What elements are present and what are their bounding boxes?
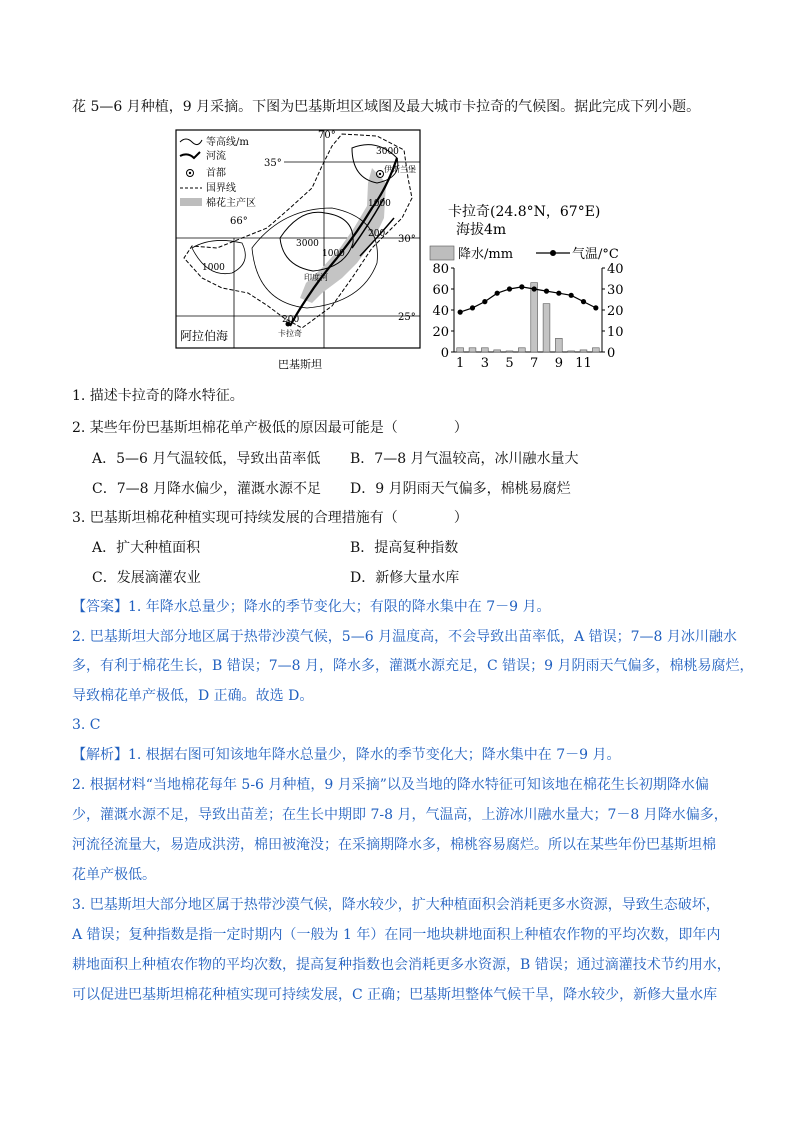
x-tick-label: 11 <box>575 356 592 371</box>
q2-option-c: C．7—8 月降水偏少，灌溉水源不足 <box>92 481 321 497</box>
question-3-stem <box>72 508 468 528</box>
precip-bar <box>481 348 488 352</box>
legend-label: 河流 <box>206 151 226 162</box>
x-tick-label: 9 <box>554 356 563 371</box>
precip-bar <box>580 350 587 352</box>
q3-option-b: B．提高复种指数 <box>350 540 459 556</box>
legend-label: 等高线/m <box>206 137 249 148</box>
city-label: 卡拉奇 <box>278 329 302 338</box>
analysis-line: 【解析】1. 根据右图可知该地年降水总量少，降水的季节变化大；降水集中在 7－9 月。 <box>72 747 621 763</box>
analysis-line: 少，灌溉水源不足，导致出苗差；在生长中期即 7-8 月，气温高，上游冰川融水量大；7－8 月降水偏多， <box>72 807 728 823</box>
analysis-line: 耕地面积上种植农作物的平均次数，提高复种指数也会消耗更多水资源，B 错误；通过滴灌技术节约用水， <box>72 957 731 973</box>
answer-2-line3: 导致棉花单产极低，D 正确。故选 D。 <box>72 688 314 704</box>
map-caption: 巴基斯坦 <box>278 358 322 371</box>
y-right-tick-label: 20 <box>607 304 624 319</box>
temperature-line <box>460 287 596 312</box>
q2-option-a: A．5—6 月气温较低，导致出苗率低 <box>92 451 321 467</box>
precip-bar <box>518 348 525 352</box>
sea-label: 阿拉伯海 <box>180 329 229 343</box>
q2-option-b: B．7—8 月气温较高，冰川融水量大 <box>350 451 579 467</box>
legend-label: 国界线 <box>206 183 236 194</box>
y-right-tick-label: 40 <box>607 262 624 277</box>
q3-option-a: A．扩大种植面积 <box>92 540 201 556</box>
x-tick-label: 3 <box>480 356 489 371</box>
question-2-stem-a: 2. 某些年份巴基斯坦棉花单产极低的原因最可能是（ <box>72 420 398 436</box>
lat-label: 25° <box>398 312 416 323</box>
contour-label: 200 <box>282 315 300 325</box>
temperature-point <box>519 284 524 289</box>
question-2-stem <box>72 418 468 438</box>
contour-label: 200 <box>368 229 386 239</box>
precip-bar <box>457 348 464 352</box>
capital-label: 伊斯兰堡 <box>384 165 416 174</box>
y-right-tick-label: 10 <box>607 325 624 340</box>
chart-title: 卡拉奇(24.8°N，67°E) <box>448 204 601 220</box>
x-tick-label: 5 <box>505 356 514 371</box>
lon-label: 70° <box>318 130 336 141</box>
precip-bar <box>543 304 550 352</box>
answer-2-line1: 2. 巴基斯坦大部分地区属于热带沙漠气候，5—6 月温度高，不会导致出苗率低，A 错误；7—8 月冰川融水 <box>72 629 737 645</box>
x-tick-label: 7 <box>530 356 539 371</box>
question-3-stem-a: 3. 巴基斯坦棉花种植实现可持续发展的合理措施有（ <box>72 510 398 526</box>
y-right-tick-label: 0 <box>607 346 616 361</box>
question-1: 1. 描述卡拉奇的降水特征。 <box>72 388 244 404</box>
analysis-line: 可以促进巴基斯坦棉花种植实现可持续发展，C 正确；巴基斯坦整体气候干旱，降水较少，新修大量水库 <box>72 987 718 1003</box>
legend-label: 首都 <box>206 168 226 179</box>
temperature-point <box>593 305 598 310</box>
lat-label: 30° <box>398 234 416 245</box>
temperature-point <box>482 299 487 304</box>
answer-2-line2: 多，有利于棉花生长，B 错误；7—8 月，降水多，灌溉水源充足，C 错误；9 月阴雨天气偏多，棉桃易腐烂， <box>72 658 754 674</box>
temperature-point <box>495 291 500 296</box>
temperature-point <box>544 289 549 294</box>
precip-bar <box>494 350 501 352</box>
lon-label: 66° <box>230 216 248 227</box>
intro-text: 花 5—6 月种植，9 月采摘。下图为巴基斯坦区域图及最大城市卡拉奇的气候图。据此完成下列小题。 <box>72 99 701 115</box>
chart-subtitle: 海拔4m <box>456 222 507 238</box>
precip-bar <box>568 351 575 352</box>
lat-label: 35° <box>264 158 282 169</box>
question-3-stem-b: ） <box>453 510 468 526</box>
q3-option-d: D．新修大量水库 <box>350 570 460 586</box>
temperature-point <box>532 286 537 291</box>
analysis-line: A 错误；复种指数是指一定时期内（一般为 1 年）在同一地块耕地面积上种植农作物的平均次数，即年内 <box>72 927 721 943</box>
y-left-tick-label: 40 <box>432 304 449 319</box>
answer-3: 3. C <box>72 717 101 733</box>
precip-bar <box>592 348 599 352</box>
precip-bar <box>531 283 538 352</box>
answer-1: 【答案】1. 年降水总量少；降水的季节变化大；有限的降水集中在 7－9 月。 <box>72 599 551 615</box>
precip-bar <box>469 348 476 352</box>
x-tick-label: 1 <box>456 356 465 371</box>
analysis-line: 河流径流量大，易造成洪涝，棉田被淹没；在采摘期降水多，棉桃容易腐烂。所以在某些年份巴基斯坦棉 <box>72 837 716 853</box>
temperature-point <box>569 293 574 298</box>
temperature-point <box>581 299 586 304</box>
temperature-point <box>507 286 512 291</box>
climate-chart <box>420 200 630 372</box>
precip-bar <box>506 351 513 352</box>
y-right-tick-label: 30 <box>607 283 624 298</box>
contour-label: 3000 <box>296 239 319 249</box>
analysis-line: 2. 根据材料“当地棉花每年 5-6 月种植，9 月采摘”以及当地的降水特征可知该地在棉花生长初期降水偏 <box>72 777 709 793</box>
precip-legend-icon <box>430 246 454 260</box>
analysis-line: 花单产极低。 <box>72 867 156 883</box>
contour-label: 1000 <box>368 199 391 209</box>
contour-label: 1000 <box>202 263 225 273</box>
contour-label: 3000 <box>376 147 399 157</box>
precip-bar <box>555 338 562 352</box>
legend-label-precip: 降水/mm <box>458 247 514 262</box>
pakistan-map <box>172 128 424 374</box>
temperature-point <box>470 305 475 310</box>
river-label: 印度河 <box>304 273 328 282</box>
legend-label: 棉花主产区 <box>206 198 256 209</box>
q3-option-c: C．发展滴灌农业 <box>92 570 201 586</box>
y-left-tick-label: 0 <box>440 346 449 361</box>
y-left-tick-label: 60 <box>432 283 449 298</box>
analysis-line: 3. 巴基斯坦大部分地区属于热带沙漠气候，降水较少，扩大种植面积会消耗更多水资源，导致生态破坏， <box>72 897 720 913</box>
temperature-point <box>458 310 463 315</box>
y-left-tick-label: 20 <box>432 325 449 340</box>
temperature-point <box>556 291 561 296</box>
q2-option-d: D．9 月阴雨天气偏多，棉桃易腐烂 <box>350 481 571 497</box>
legend-label-temp: 气温/°C <box>572 247 619 262</box>
cotton-legend-icon <box>180 198 202 206</box>
contour-label: 1000 <box>322 249 345 259</box>
y-left-tick-label: 80 <box>432 262 449 277</box>
question-2-stem-b: ） <box>453 420 468 436</box>
